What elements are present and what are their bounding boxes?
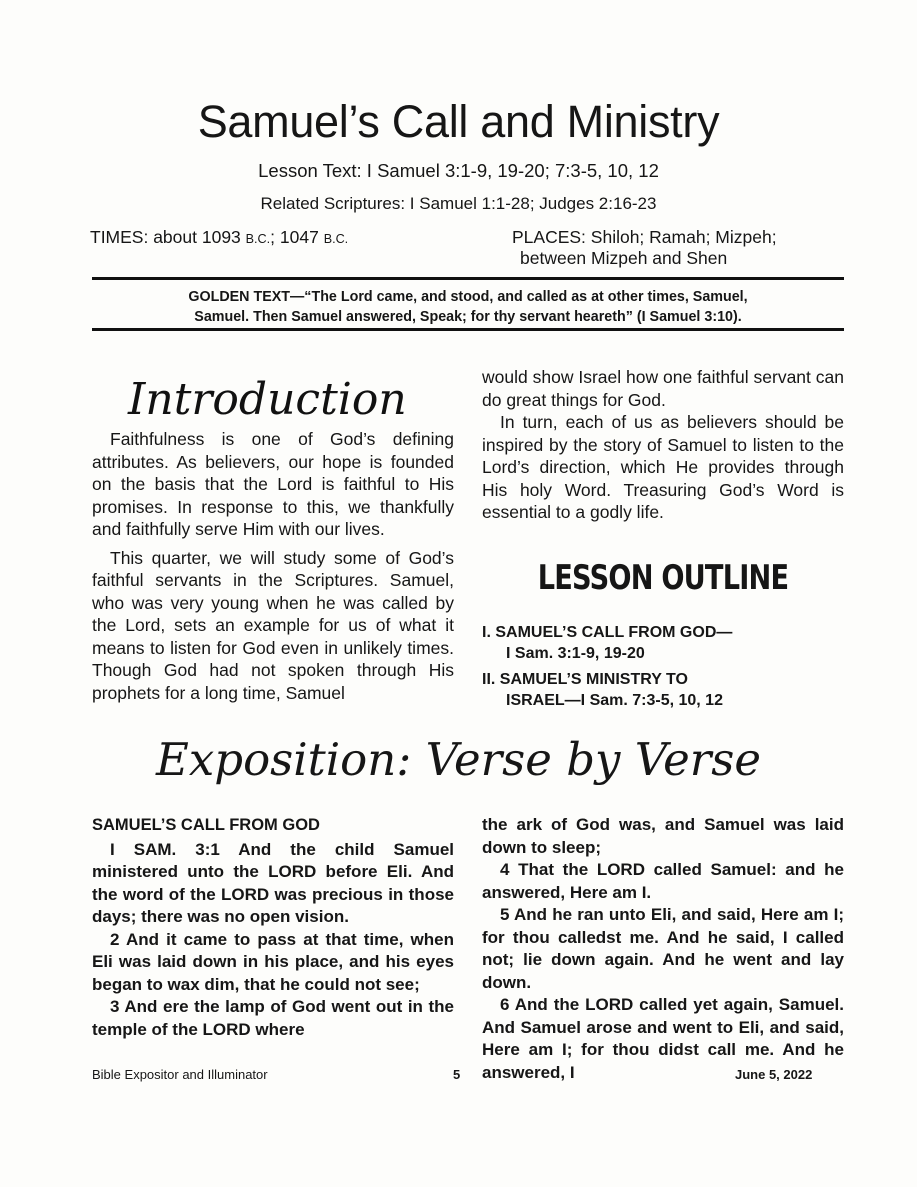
intro-paragraph: In turn, each of us as believers should be inspired by the story of Samuel to listen to the Lord’s direction, which He provides through His holy Word. Treasuring God’s Word is essential to a godly life.	[482, 412, 844, 522]
times: TIMES: about 1093 B.C.; 1047 B.C.	[90, 227, 349, 247]
verse: 3 And ere the lamp of God went out in the temple of the LORD where	[92, 997, 454, 1039]
lesson-title: Samuel’s Call and Ministry	[197, 96, 720, 147]
intro-paragraph: Faithfulness is one of God’s defining attributes. As believers, our hope is founded on the basis that the Lord is faithful to His promises. In response to this, we thankfully and faithfully serve Him with our lives.	[92, 429, 454, 539]
intro-paragraph: This quarter, we will study some of God’s faithful servants in the Scriptures. Samuel, who was very young when he was called by the Lord, sets an example for us of what it means to listen for God even in unlikely times. Though God had not spoken through His prophets for a long time, Samuel	[92, 547, 454, 703]
verse-column-left	[92, 814, 454, 1041]
verse: 2 And it came to pass at that time, when Eli was laid down in his place, and his eyes began to wax dim, that he could not see;	[92, 929, 454, 994]
outline-item-ref: ISRAEL—I Sam. 7:3-5, 10, 12	[506, 692, 723, 709]
lesson-outline-heading: LESSON OUTLINE	[537, 558, 789, 598]
outline-item	[482, 669, 844, 711]
footer-publication: Bible Expositor and Illuminator	[92, 1067, 268, 1082]
golden-text-line-1: GOLDEN TEXT—“The Lord came, and stood, and called as at other times, Samuel,	[188, 289, 748, 305]
outline-item-title: II. SAMUEL’S MINISTRY TO	[482, 671, 688, 688]
related-scriptures: Related Scriptures: I Samuel 1:1-28; Judges 2:16-23	[260, 194, 657, 213]
exposition-heading: Exposition: Verse by Verse	[156, 733, 761, 786]
verse: 6 And the LORD called yet again, Samuel. And Samuel arose and went to Eli, and said, Here am I; for thou didst call me. And he answered, I	[482, 995, 844, 1082]
places	[512, 227, 777, 269]
divider-bottom	[92, 328, 844, 331]
divider-top	[92, 277, 844, 280]
outline-item-title: I. SAMUEL’S CALL FROM GOD—	[482, 624, 733, 641]
intro-paragraph: would show Israel how one faithful servant can do great things for God.	[482, 367, 844, 410]
verse: I SAM. 3:1 And the child Samuel ministered unto the LORD before Eli. And the word of the LORD was precious in those days; there was no open vision.	[92, 839, 454, 926]
footer-date: June 5, 2022	[735, 1067, 813, 1082]
intro-column-left	[92, 428, 454, 704]
places-line-1: PLACES: Shiloh; Ramah; Mizpeh;	[512, 227, 777, 247]
golden-text	[92, 287, 844, 327]
places-line-2: between Mizpeh and Shen	[520, 248, 728, 268]
section-heading: SAMUEL’S CALL FROM GOD	[92, 816, 320, 834]
introduction-heading: Introduction	[128, 374, 407, 425]
outline-item	[482, 622, 844, 664]
verse: 4 That the LORD called Samuel: and he answered, Here am I.	[482, 860, 844, 902]
page-number: 5	[453, 1067, 461, 1082]
outline-item-ref: I Sam. 3:1-9, 19-20	[506, 645, 645, 662]
verse-column-right	[482, 814, 844, 1084]
verse: the ark of God was, and Samuel was laid down to sleep;	[482, 815, 844, 857]
verse: 5 And he ran unto Eli, and said, Here am I; for thou calledst me. And he said, I called not; lie down again. And he went and lay down.	[482, 905, 844, 992]
lesson-text-ref: Lesson Text: I Samuel 3:1-9, 19-20; 7:3-5, 10, 12	[258, 160, 659, 181]
golden-text-line-2: Samuel. Then Samuel answered, Speak; for thy servant heareth” (I Samuel 3:10).	[194, 309, 742, 325]
lesson-outline	[482, 622, 844, 716]
intro-column-right	[482, 366, 844, 524]
